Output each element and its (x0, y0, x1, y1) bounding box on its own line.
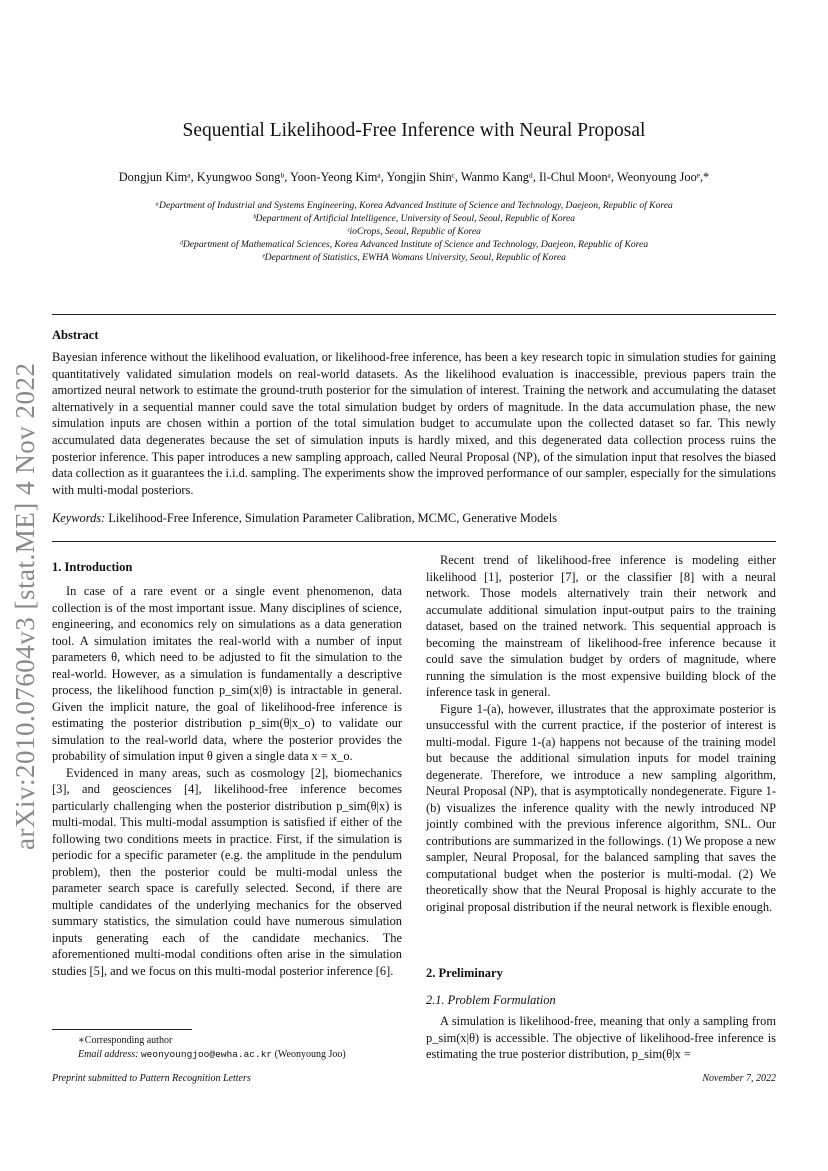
intro-paragraph-4: Figure 1-(a), however, illustrates that the approximate posterior is unsuccessful with the current practice, if the posterior of interest is multi-modal. Figure 1-(a) happens not because of the training model but because the additional simulation inputs for model training degenerate. Therefore, we introduce a new sampling algorithm, Neural Proposal (NP), that is asymptotically nondegenerate. Figure 1-(b) visualizes the inference quality with the newly introduced NP jointly combined with the previous inference algorithm, SNL. Our contributions are summarized in the followings. (1) We propose a new sampler, Neural Proposal, for the balanced sampling that saves the computational budget when the posterior is multi-modal. (2) We theoretically show that the Neural Proposal is highly accurate to the original proposal distribution if the neural network is flexible enough. (426, 701, 776, 914)
affiliation-d: ᵈDepartment of Mathematical Sciences, Korea Advanced Institute of Science and Technology, Daejeon, Republic of Korea (179, 239, 649, 250)
intro-paragraph-1: In case of a rare event or a single event phenomenon, data collection is of the most important issue. Many disciplines of science, engineering, and economics rely on simulations as a data generation tool. A simulation imitates the real-world with a number of input parameters θ, which need to be adjusted to fit the simulation to the real-world. However, as a simulation is fundamentally a descriptive process, the likelihood function p_sim(x|θ) is intractable in general. Given the implicit nature, the goal of likelihood-free inference is estimating the posterior distribution p_sim(θ|x_o) to validate our simulation to the real-world data, where the posterior provides the probability of simulation input θ given a single data x = x_o. (52, 584, 402, 763)
keywords-text: Likelihood-Free Inference, Simulation Parameter Calibration, MCMC, Generative Models (108, 511, 558, 525)
left-column (52, 583, 402, 979)
right-column (426, 552, 776, 915)
abstract-text: Bayesian inference without the likelihood evaluation, or likelihood-free inference, has been a key research topic in simulation studies for gaining quantitatively validated simulation models on real-world datasets. As the likelihood evaluation is inaccessible, previous papers train the amortized neural network to estimate the ground-truth posterior for the simulation of interest. Training the network and accumulating the dataset alternatively in a sequential manner could save the total simulation budget by orders of magnitude. In the data accumulation phase, the new simulation inputs are chosen within a portion of the total simulation budget to accumulate upon the collected dataset so far. This newly accumulated data degenerates because the set of simulation inputs is hardly mixed, and this degenerated data collection process ruins the posterior inference. This paper introduces a new sampling approach, called Neural Proposal (NP), of the simulation input that resolves the biased data collection as it guarantees the i.i.d. sampling. The experiments show the improved performance of our sampler, especially for the simulations with multi-modal posteriors. (52, 350, 776, 497)
affiliation-e: ᵉDepartment of Statistics, EWHA Womans University, Seoul, Republic of Korea (262, 252, 566, 263)
footnote-corresponding: ∗Corresponding author (78, 1035, 173, 1046)
subsection-2-1-heading: 2.1. Problem Formulation (426, 993, 556, 1007)
arxiv-identifier: arXiv:2010.07604v3 [stat.ME] 4 Nov 2022 (10, 362, 40, 850)
abstract-heading: Abstract (52, 328, 99, 342)
email-label: Email address: (78, 1049, 139, 1060)
abstract-divider (52, 541, 776, 542)
affiliation-c: ᶜioCrops, Seoul, Republic of Korea (347, 226, 481, 237)
footer-date: November 7, 2022 (702, 1073, 776, 1084)
section-2-1-paragraph: A simulation is likelihood-free, meaning that only a sampling from p_sim(x|θ) is accessible. The objective of likelihood-free inference is estimating the true posterior distribution, p_sim(θ|x = (426, 1014, 776, 1061)
keywords-line (52, 511, 776, 526)
section-1-heading: 1. Introduction (52, 560, 133, 574)
section-2-1-text (426, 1013, 776, 1063)
email-owner: (Weonyoung Joo) (274, 1049, 346, 1060)
paper-title: Sequential Likelihood-Free Inference with Neural Proposal (182, 120, 646, 141)
affiliation-b: ᵇDepartment of Artificial Intelligence, University of Seoul, Seoul, Republic of Korea (252, 213, 576, 224)
intro-paragraph-3: Recent trend of likelihood-free inference is modeling either likelihood [1], posterior [7], or the classifier [8] with a neural network. Those models alternatively train their network and accumulate additional simulation input-output pairs to the training dataset, based on the trained network. This sequential approach is becoming the mainstream of likelihood-free inference because it could save the simulation budget by orders of magnitude, where running the simulation is the most expensive building block of the inference task in general. (426, 553, 776, 699)
section-2-heading: 2. Preliminary (426, 966, 503, 980)
keywords-label: Keywords: (52, 511, 106, 525)
email-address[interactable]: weonyoungjoo@ewha.ac.kr (140, 1049, 273, 1060)
affiliation-a: ᵃDepartment of Industrial and Systems Engineering, Korea Advanced Institute of Science and Technology, Daejeon, Republic of Korea (155, 200, 673, 211)
intro-paragraph-2: Evidenced in many areas, such as cosmology [2], biomechanics [3], and geosciences [4], likelihood-free inference becomes particularly challenging when the posterior distribution p_sim(θ|x) is multi-modal. This multi-modal assumption is satisfied if either of the following two conditions meets in practice. First, if the simulation is periodic for a specific parameter (e.g. the amplitude in the pendulum problem), then the posterior could be multi-modal unless the parameter search space is carefully selected. Second, if there are multiple candidates of the underlying mechanics for the observed summary statistics, the simulation could have numerous simulation inputs generating each of the candidate mechanics. The aforementioned multi-modal conditions often arise in the simulation studies [5], and we focus on this multi-modal posterior inference [6]. (52, 765, 402, 978)
footer-journal: Preprint submitted to Pattern Recognition Letters (52, 1073, 251, 1084)
footnote-email (78, 1049, 346, 1060)
top-divider (52, 314, 776, 315)
author-list: Dongjun Kimᵃ, Kyungwoo Songᵇ, Yoon-Yeong Kimᵃ, Yongjin Shinᶜ, Wanmo Kangᵈ, Il-Chul Moonᵃ, Weonyoung Jooᵉ,* (118, 170, 710, 184)
footnote-divider (52, 1029, 192, 1030)
